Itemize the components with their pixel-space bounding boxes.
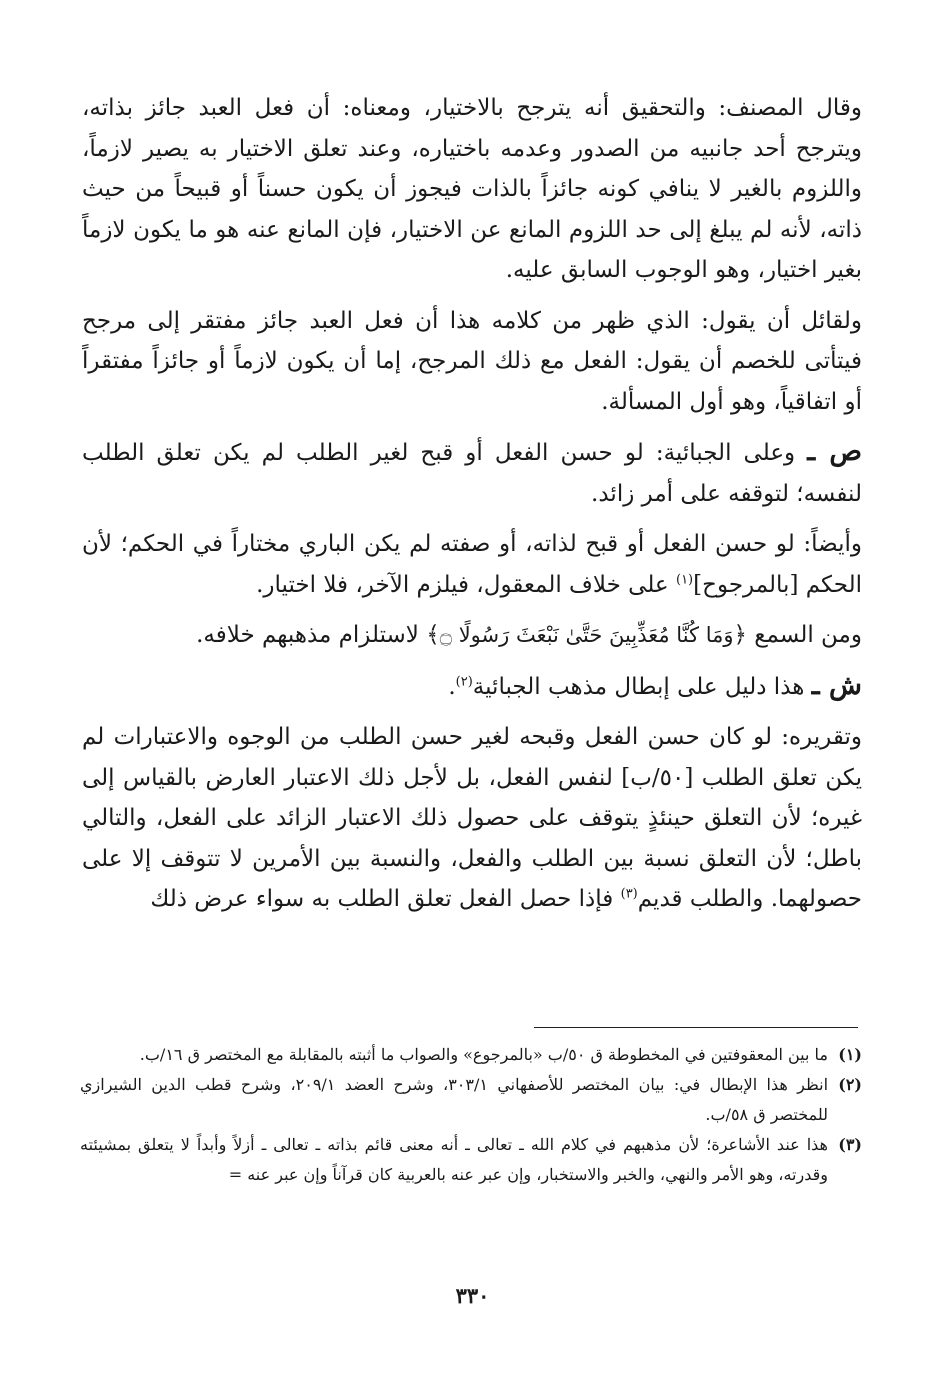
text-marker-sad: ص ـ <box>807 436 862 467</box>
paragraph-6-text-b: . <box>448 673 456 700</box>
paragraph-5-text-a: ومن السمع ﴿ <box>733 622 862 648</box>
footnote-ref-2[interactable]: (٢) <box>455 673 473 689</box>
paragraph-7-text-a: وتقريره: لو كان حسن الفعل وقبحه لغير حسن الطلب من الوجوه والاعتبارات لم يكن تعلق الطلب [٥٠/ب] لنفس الفعل، بل لأجل ذلك الاعتبار العارض بالقياس إلى غيره؛ لأن التعلق حينئذٍ يتوقف على حصول ذلك الاعتبار الزائد على الفعل، والتالي باطل؛ لأن التعلق نسبة بين الطلب والفعل، والنسبة بين الأمرين لا تتوقف إلا على حصولهما. والطلب قديم <box>82 724 862 912</box>
paragraph-7-text-b: فإذا حصل الفعل تعلق الطلب به سواء عرض ذلك <box>150 886 621 912</box>
page-number: ٣٣٠ <box>455 1283 490 1308</box>
footnote-number: (١) <box>838 1045 862 1064</box>
quran-verse: وَمَا كُنَّا مُعَذِّبِينَ حَتَّىٰ نَبْعَثَ رَسُولًا ۝ <box>439 623 734 647</box>
footnote-separator <box>534 1027 858 1028</box>
footnote-text: هذا عند الأشاعرة؛ لأن مذهبهم في كلام الله ـ تعالى ـ أنه معنى قائم بذاته ـ تعالى ـ أزلاً وأبداً لا يتعلق بمشيئته وقدرته، وهو الأمر والنهي، والخبر والاستخبار، وإن عبر عنه بالعربية كان قرآناً وإن عبر عنه = <box>80 1135 828 1184</box>
paragraph-4-text-b: على خلاف المعقول، فيلزم الآخر، فلا اختيار. <box>256 571 676 598</box>
footnote-text: ما بين المعقوفتين في المخطوطة ق ٥٠/ب «بالمرجوع» والصواب ما أثبته بالمقابلة مع المختصر ق ١٦/ب. <box>139 1045 828 1064</box>
footnotes <box>80 1040 862 1190</box>
footnote-number: (٣) <box>838 1135 862 1154</box>
paragraph-5 <box>82 615 862 656</box>
footnote-ref-3[interactable]: (٣) <box>620 886 638 902</box>
paragraph-2: ولقائل أن يقول: الذي ظهر من كلامه هذا أن فعل العبد جائز مفتقر إلى مرجح فيتأتى للخصم أن يقول: الفعل مع ذلك المرجح، إما أن يكون لازماً أو جائزاً مفتقراً أو اتفاقياً، وهو أول المسألة. <box>82 307 862 415</box>
main-text <box>82 88 862 930</box>
paragraph-4 <box>82 524 862 605</box>
commentary-marker-shin: ش ـ <box>811 669 862 701</box>
footnote-ref-1[interactable]: (١) <box>675 571 694 587</box>
footnote-number: (٢) <box>838 1075 862 1094</box>
footnote-1 <box>80 1040 862 1070</box>
paragraph-4-text-a: وأيضاً: لو حسن الفعل أو قبح لذاته، أو صفته لم يكن الباري مختاراً في الحكم؛ لأن الحكم [بالمرجوح] <box>82 531 862 598</box>
footnote-3 <box>80 1130 862 1190</box>
footnote-text: انظر هذا الإبطال في: بيان المختصر للأصفهاني ٣٠٣/١، وشرح العضد ٢٠٩/١، وشرح قطب الدين الشيرازي للمختصر ق ٥٨/ب. <box>80 1075 829 1124</box>
paragraph-3-text: وعلى الجبائية: لو حسن الفعل أو قبح لغير الطلب لم يكن تعلق الطلب لنفسه؛ لتوقفه على أمر زائد. <box>82 440 862 507</box>
paragraph-5-text-b: ﴾ لاستلزام مذهبهم خلافه. <box>196 622 440 648</box>
paragraph-1: وقال المصنف: والتحقيق أنه يترجح بالاختيار، ومعناه: أن فعل العبد جائز بذاته، ويترجح أحد جانبيه من الصدور وعدمه باختياره، وعند تعلق الاختيار به يصير لازماً، واللزوم بالغير لا ينافي كونه جائزاً بالذات فيجوز أن يكون حسناً أو قبيحاً من حيث ذاته، لأنه لم يبلغ إلى حد اللزوم المانع عن الاختيار، فإن المانع عنه هو ما يكون لازماً بغير اختيار، وهو الوجوب السابق عليه. <box>82 95 862 283</box>
paragraph-6 <box>82 666 862 708</box>
footnote-2 <box>80 1070 862 1130</box>
paragraph-7 <box>82 717 862 920</box>
paragraph-6-text-a: هذا دليل على إبطال مذهب الجبائية <box>472 673 805 700</box>
paragraph-3 <box>82 432 862 514</box>
